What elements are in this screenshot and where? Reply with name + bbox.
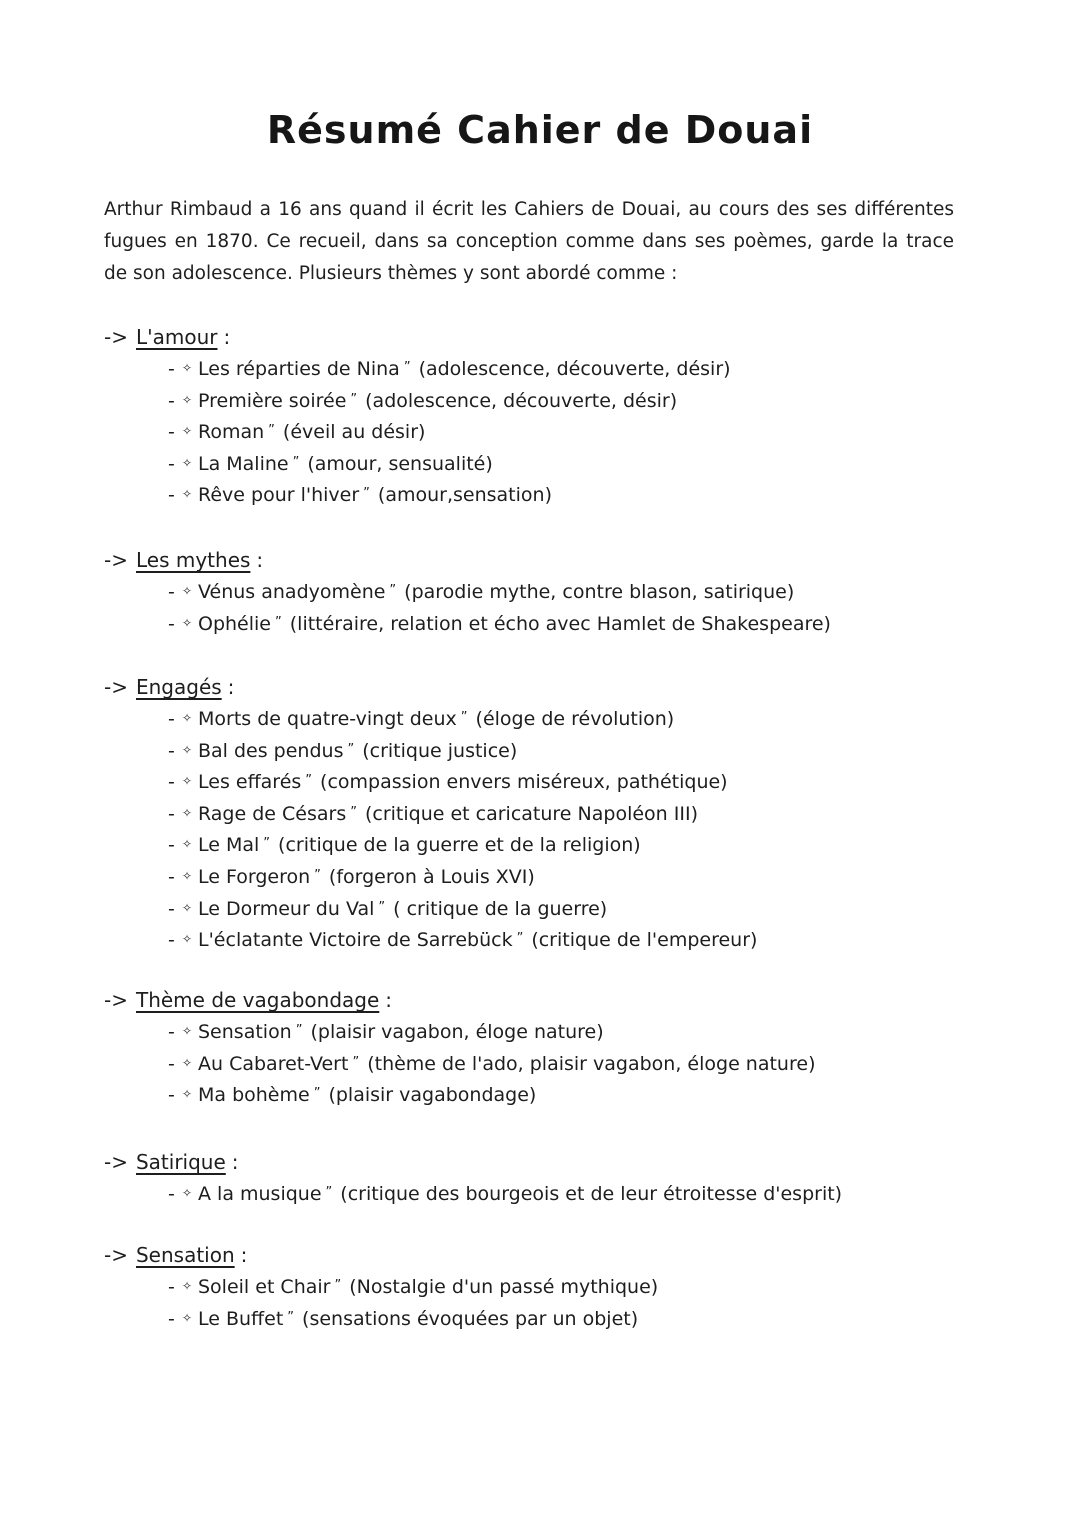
poem-title: Première soirée — [198, 389, 347, 412]
section-heading-text: Sensation — [135, 1243, 235, 1267]
star-icon: ✧ — [182, 774, 193, 789]
closing-quote: ” — [460, 710, 468, 725]
section-heading-text: Engagés — [135, 675, 222, 699]
section-heading — [104, 545, 1004, 575]
dash-bullet: - — [168, 612, 175, 635]
list-item — [168, 892, 1004, 924]
poem-title: Sensation — [198, 1021, 292, 1043]
poem-list — [104, 1270, 1004, 1333]
poem-title: Rêve pour l'hiver — [198, 484, 360, 507]
section-heading-text: L'amour — [135, 325, 218, 349]
list-item — [168, 415, 1004, 447]
list-item — [168, 734, 1004, 766]
section-heading — [104, 672, 1004, 702]
theme-section — [104, 322, 1004, 510]
list-item — [168, 1015, 1004, 1047]
poem-note: (critique de la guerre et de la religion) — [278, 834, 641, 857]
poem-note: (plaisir vagabondage) — [328, 1084, 537, 1107]
closing-quote: ” — [292, 454, 300, 470]
star-icon: ✧ — [182, 1055, 193, 1070]
poem-list — [104, 352, 1004, 510]
poem-title: A la musique — [198, 1183, 322, 1205]
list-item — [168, 923, 1004, 955]
poem-note: (critique justice) — [362, 739, 518, 762]
list-item — [168, 575, 1004, 607]
dash-bullet: - — [168, 581, 175, 603]
closing-quote: ” — [403, 360, 411, 375]
star-icon: ✧ — [182, 455, 193, 470]
poem-list — [104, 575, 1004, 638]
theme-section — [104, 1240, 1004, 1333]
dash-bullet: - — [168, 708, 175, 730]
poem-note: (forgeron à Louis XVI) — [328, 865, 535, 888]
section-heading — [104, 1240, 1004, 1270]
dash-bullet: - — [168, 739, 175, 762]
closing-quote: ” — [314, 867, 321, 883]
dash-bullet: - — [168, 1307, 175, 1330]
colon: : — [240, 1243, 248, 1267]
poem-title: Le Buffet — [198, 1307, 284, 1330]
arrow-icon: -> — [104, 1243, 128, 1267]
poem-title: Bal des pendus — [198, 739, 344, 762]
closing-quote: ” — [287, 1309, 295, 1325]
star-icon: ✧ — [182, 932, 193, 947]
poem-note: (sensations évoquées par un objet) — [302, 1307, 639, 1330]
poem-title: Le Mal — [198, 834, 260, 857]
dash-bullet: - — [168, 1052, 175, 1075]
arrow-icon: -> — [104, 988, 128, 1012]
closing-quote: ” — [334, 1278, 342, 1293]
star-icon: ✧ — [182, 868, 193, 883]
star-icon: ✧ — [182, 392, 193, 407]
list-item — [168, 607, 1004, 639]
dash-bullet: - — [168, 771, 175, 794]
theme-section — [104, 1147, 1004, 1209]
closing-quote: ” — [350, 391, 358, 407]
poem-note: (thème de l'ado, plaisir vagabon, éloge nature) — [367, 1052, 816, 1075]
poem-note: (amour,sensation) — [377, 484, 552, 507]
poem-note: (éveil au désir) — [282, 421, 426, 444]
list-item — [168, 384, 1004, 416]
poem-title: Les réparties de Nina — [198, 358, 400, 380]
star-icon: ✧ — [182, 1279, 193, 1293]
poem-list — [104, 1015, 1004, 1110]
star-icon: ✧ — [182, 805, 193, 820]
colon: : — [231, 1150, 239, 1174]
poem-note: (éloge de révolution) — [475, 708, 675, 730]
dash-bullet: - — [168, 421, 175, 444]
closing-quote: ” — [352, 1054, 360, 1070]
poem-title: Ophélie — [198, 612, 271, 635]
poem-title: Rage de Césars — [198, 802, 347, 825]
dash-bullet: - — [168, 452, 175, 475]
poem-note: (plaisir vagabon, éloge nature) — [310, 1021, 604, 1043]
closing-quote: ” — [363, 486, 370, 502]
poem-title: Ma bohème — [198, 1084, 310, 1107]
dash-bullet: - — [168, 484, 175, 507]
poem-note: (littéraire, relation et écho avec Hamlet de Shakespeare) — [289, 612, 831, 635]
dash-bullet: - — [168, 1276, 175, 1298]
arrow-icon: -> — [104, 1150, 128, 1174]
closing-quote: ” — [347, 741, 355, 757]
list-item — [168, 352, 1004, 384]
dash-bullet: - — [168, 1183, 175, 1205]
poem-note: (adolescence, découverte, désir) — [365, 389, 678, 412]
star-icon: ✧ — [182, 711, 193, 725]
section-heading — [104, 985, 1004, 1015]
list-item — [168, 1047, 1004, 1079]
poem-title: Le Forgeron — [198, 865, 311, 888]
star-icon: ✧ — [182, 900, 193, 915]
arrow-icon: -> — [104, 675, 128, 699]
colon: : — [256, 548, 264, 572]
star-icon: ✧ — [182, 487, 193, 502]
star-icon: ✧ — [182, 361, 193, 375]
closing-quote: ” — [263, 836, 271, 852]
closing-quote: ” — [516, 931, 524, 947]
theme-section — [104, 672, 1004, 955]
list-item — [168, 478, 1004, 510]
closing-quote: ” — [295, 1023, 303, 1038]
dash-bullet: - — [168, 865, 175, 888]
intro-paragraph: Arthur Rimbaud a 16 ans quand il écrit les Cahiers de Douai, au cours des ses différentes fugues en 1870. Ce recueil, dans sa conception comme dans ses poèmes, garde la trace de son adolescence. Plusieurs thèmes y sont abordé comme : — [104, 199, 954, 284]
poem-title: Vénus anadyomène — [198, 581, 386, 603]
list-item — [168, 447, 1004, 479]
poem-list — [104, 702, 1004, 955]
list-item — [168, 797, 1004, 829]
poem-list — [104, 1177, 1004, 1209]
star-icon: ✧ — [182, 837, 193, 852]
star-icon: ✧ — [182, 584, 193, 598]
poem-title: La Maline — [198, 452, 289, 475]
dash-bullet: - — [168, 389, 175, 412]
list-item — [168, 1177, 1004, 1209]
closing-quote: ” — [378, 899, 386, 915]
dash-bullet: - — [168, 897, 175, 920]
poem-title: L'éclatante Victoire de Sarrebück — [198, 929, 513, 952]
poem-note: (compassion envers miséreux, pathétique) — [320, 771, 728, 794]
star-icon: ✧ — [182, 1310, 193, 1325]
star-icon: ✧ — [182, 615, 193, 630]
section-heading — [104, 322, 1004, 352]
poem-title: Roman — [198, 421, 265, 444]
poem-note: (amour, sensualité) — [307, 452, 493, 475]
closing-quote: ” — [389, 583, 397, 598]
star-icon: ✧ — [182, 1087, 193, 1102]
arrow-icon: -> — [104, 325, 128, 349]
star-icon: ✧ — [182, 1186, 193, 1200]
poem-note: (adolescence, découverte, désir) — [418, 358, 731, 380]
star-icon: ✧ — [182, 424, 193, 439]
section-heading-text: Les mythes — [135, 548, 251, 572]
closing-quote: ” — [350, 804, 357, 820]
dash-bullet: - — [168, 1021, 175, 1043]
dash-bullet: - — [168, 929, 175, 952]
poem-title: Les effarés — [198, 771, 302, 794]
closing-quote: ” — [313, 1086, 321, 1102]
list-item — [168, 1078, 1004, 1110]
colon: : — [223, 325, 231, 349]
arrow-icon: -> — [104, 548, 128, 572]
star-icon: ✧ — [182, 742, 193, 757]
list-item — [168, 828, 1004, 860]
dash-bullet: - — [168, 358, 175, 380]
poem-title: Morts de quatre-vingt deux — [198, 708, 457, 730]
list-item — [168, 765, 1004, 797]
section-heading — [104, 1147, 1004, 1177]
poem-note: (critique des bourgeois et de leur étroitesse d'esprit) — [340, 1183, 843, 1205]
dash-bullet: - — [168, 1084, 175, 1107]
list-item — [168, 1302, 1004, 1334]
star-icon: ✧ — [182, 1024, 193, 1038]
colon: : — [227, 675, 235, 699]
page-title: Résumé Cahier de Douai — [266, 108, 814, 152]
closing-quote: ” — [268, 423, 275, 439]
poem-note: ( critique de la guerre) — [393, 897, 608, 920]
theme-section — [104, 545, 1004, 638]
poem-title: Soleil et Chair — [198, 1276, 331, 1298]
list-item — [168, 702, 1004, 734]
colon: : — [385, 988, 393, 1012]
theme-section — [104, 985, 1004, 1110]
poem-title: Le Dormeur du Val — [198, 897, 375, 920]
closing-quote: ” — [325, 1185, 333, 1200]
closing-quote: ” — [275, 614, 282, 630]
poem-note: (parodie mythe, contre blason, satirique) — [404, 581, 795, 603]
closing-quote: ” — [305, 773, 313, 789]
dash-bullet: - — [168, 834, 175, 857]
section-heading-text: Satirique — [135, 1150, 226, 1174]
list-item — [168, 1270, 1004, 1302]
section-heading-text: Thème de vagabondage — [135, 988, 380, 1012]
list-item — [168, 860, 1004, 892]
dash-bullet: - — [168, 802, 175, 825]
poem-note: (critique de l'empereur) — [531, 929, 758, 952]
poem-title: Au Cabaret-Vert — [198, 1052, 349, 1075]
poem-note: (critique et caricature Napoléon III) — [364, 802, 698, 825]
poem-note: (Nostalgie d'un passé mythique) — [349, 1276, 659, 1298]
